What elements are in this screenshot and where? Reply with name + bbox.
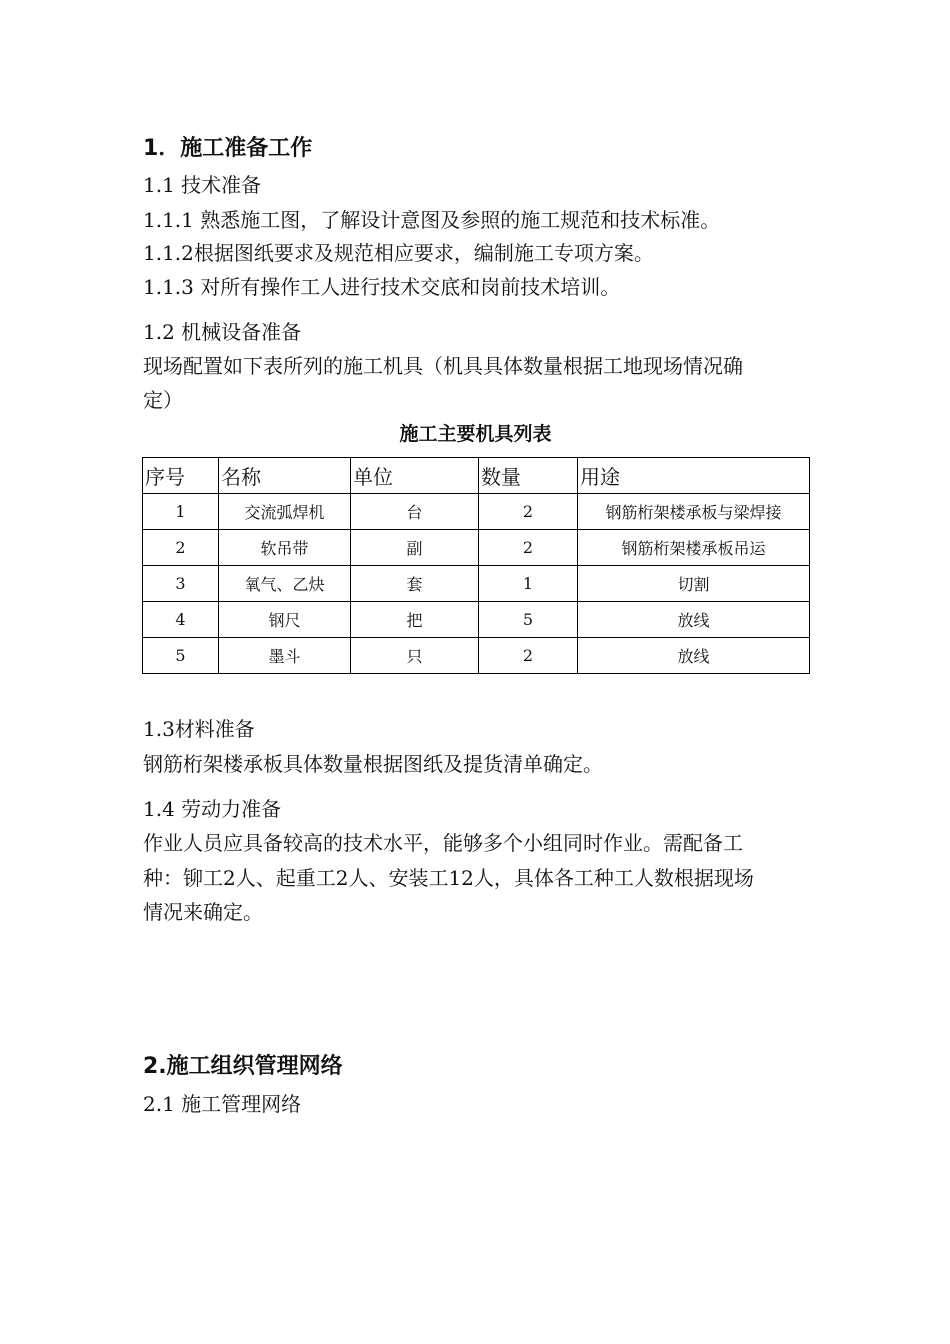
cell-index: 2 xyxy=(143,530,219,566)
tech-item-2: 1.1.2根据图纸要求及规范相应要求，编制施工专项方案。 xyxy=(143,241,654,265)
tech-item-3: 1.1.3 对所有操作工人进行技术交底和岗前技术培训。 xyxy=(143,275,621,299)
cell-unit: 把 xyxy=(351,602,479,638)
cell-unit: 台 xyxy=(351,494,479,530)
tools-table xyxy=(142,457,810,674)
machinery-desc-line-2: 定） xyxy=(143,388,183,412)
cell-index: 4 xyxy=(143,602,219,638)
cell-purpose: 切割 xyxy=(578,566,810,602)
cell-index: 1 xyxy=(143,494,219,530)
cell-unit: 副 xyxy=(351,530,479,566)
cell-qty: 2 xyxy=(479,494,578,530)
cell-unit: 套 xyxy=(351,566,479,602)
cell-purpose: 放线 xyxy=(578,602,810,638)
cell-purpose: 钢筋桁架楼承板吊运 xyxy=(578,530,810,566)
table-row xyxy=(143,566,810,602)
labor-title: 1.4 劳动力准备 xyxy=(143,797,282,821)
materials-title: 1.3材料准备 xyxy=(143,717,255,741)
machinery-desc-line-1: 现场配置如下表所列的施工机具（机具具体数量根据工地现场情况确 xyxy=(143,354,743,378)
cell-name: 软吊带 xyxy=(219,530,351,566)
cell-purpose: 钢筋桁架楼承板与梁焊接 xyxy=(578,494,810,530)
cell-name: 交流弧焊机 xyxy=(219,494,351,530)
labor-desc-line-3: 情况来确定。 xyxy=(143,900,263,924)
tech-item-1: 1.1.1 熟悉施工图，了解设计意图及参照的施工规范和技术标准。 xyxy=(143,208,721,232)
table-row xyxy=(143,638,810,674)
cell-index: 3 xyxy=(143,566,219,602)
cell-qty: 5 xyxy=(479,602,578,638)
labor-desc-line-2: 种：铆工2人、起重工2人、安装工12人，具体各工种工人数根据现场 xyxy=(143,866,754,890)
section-2-heading: 2.施工组织管理网络 xyxy=(143,1054,343,1079)
labor-desc-line-1: 作业人员应具备较高的技术水平，能够多个小组同时作业。需配备工 xyxy=(143,831,743,855)
table-row xyxy=(143,602,810,638)
section-1-heading: 1．施工准备工作 xyxy=(143,136,313,161)
cell-index: 5 xyxy=(143,638,219,674)
cell-name: 墨斗 xyxy=(219,638,351,674)
cell-name: 氧气、乙炔 xyxy=(219,566,351,602)
materials-desc: 钢筋桁架楼承板具体数量根据图纸及提货清单确定。 xyxy=(143,752,603,776)
col-header-purpose: 用途 xyxy=(578,458,810,494)
col-header-qty: 数量 xyxy=(479,458,578,494)
management-network-title: 2.1 施工管理网络 xyxy=(143,1092,302,1116)
cell-qty: 2 xyxy=(479,530,578,566)
cell-qty: 2 xyxy=(479,638,578,674)
tech-prep-title: 1.1 技术准备 xyxy=(143,173,262,197)
machinery-title: 1.2 机械设备准备 xyxy=(143,320,302,344)
col-header-name: 名称 xyxy=(219,458,351,494)
cell-name: 钢尺 xyxy=(219,602,351,638)
col-header-index: 序号 xyxy=(143,458,219,494)
table-caption: 施工主要机具列表 xyxy=(399,423,552,445)
col-header-unit: 单位 xyxy=(351,458,479,494)
table-header-row xyxy=(143,458,810,494)
cell-unit: 只 xyxy=(351,638,479,674)
cell-purpose: 放线 xyxy=(578,638,810,674)
table-row xyxy=(143,494,810,530)
cell-qty: 1 xyxy=(479,566,578,602)
table-row xyxy=(143,530,810,566)
